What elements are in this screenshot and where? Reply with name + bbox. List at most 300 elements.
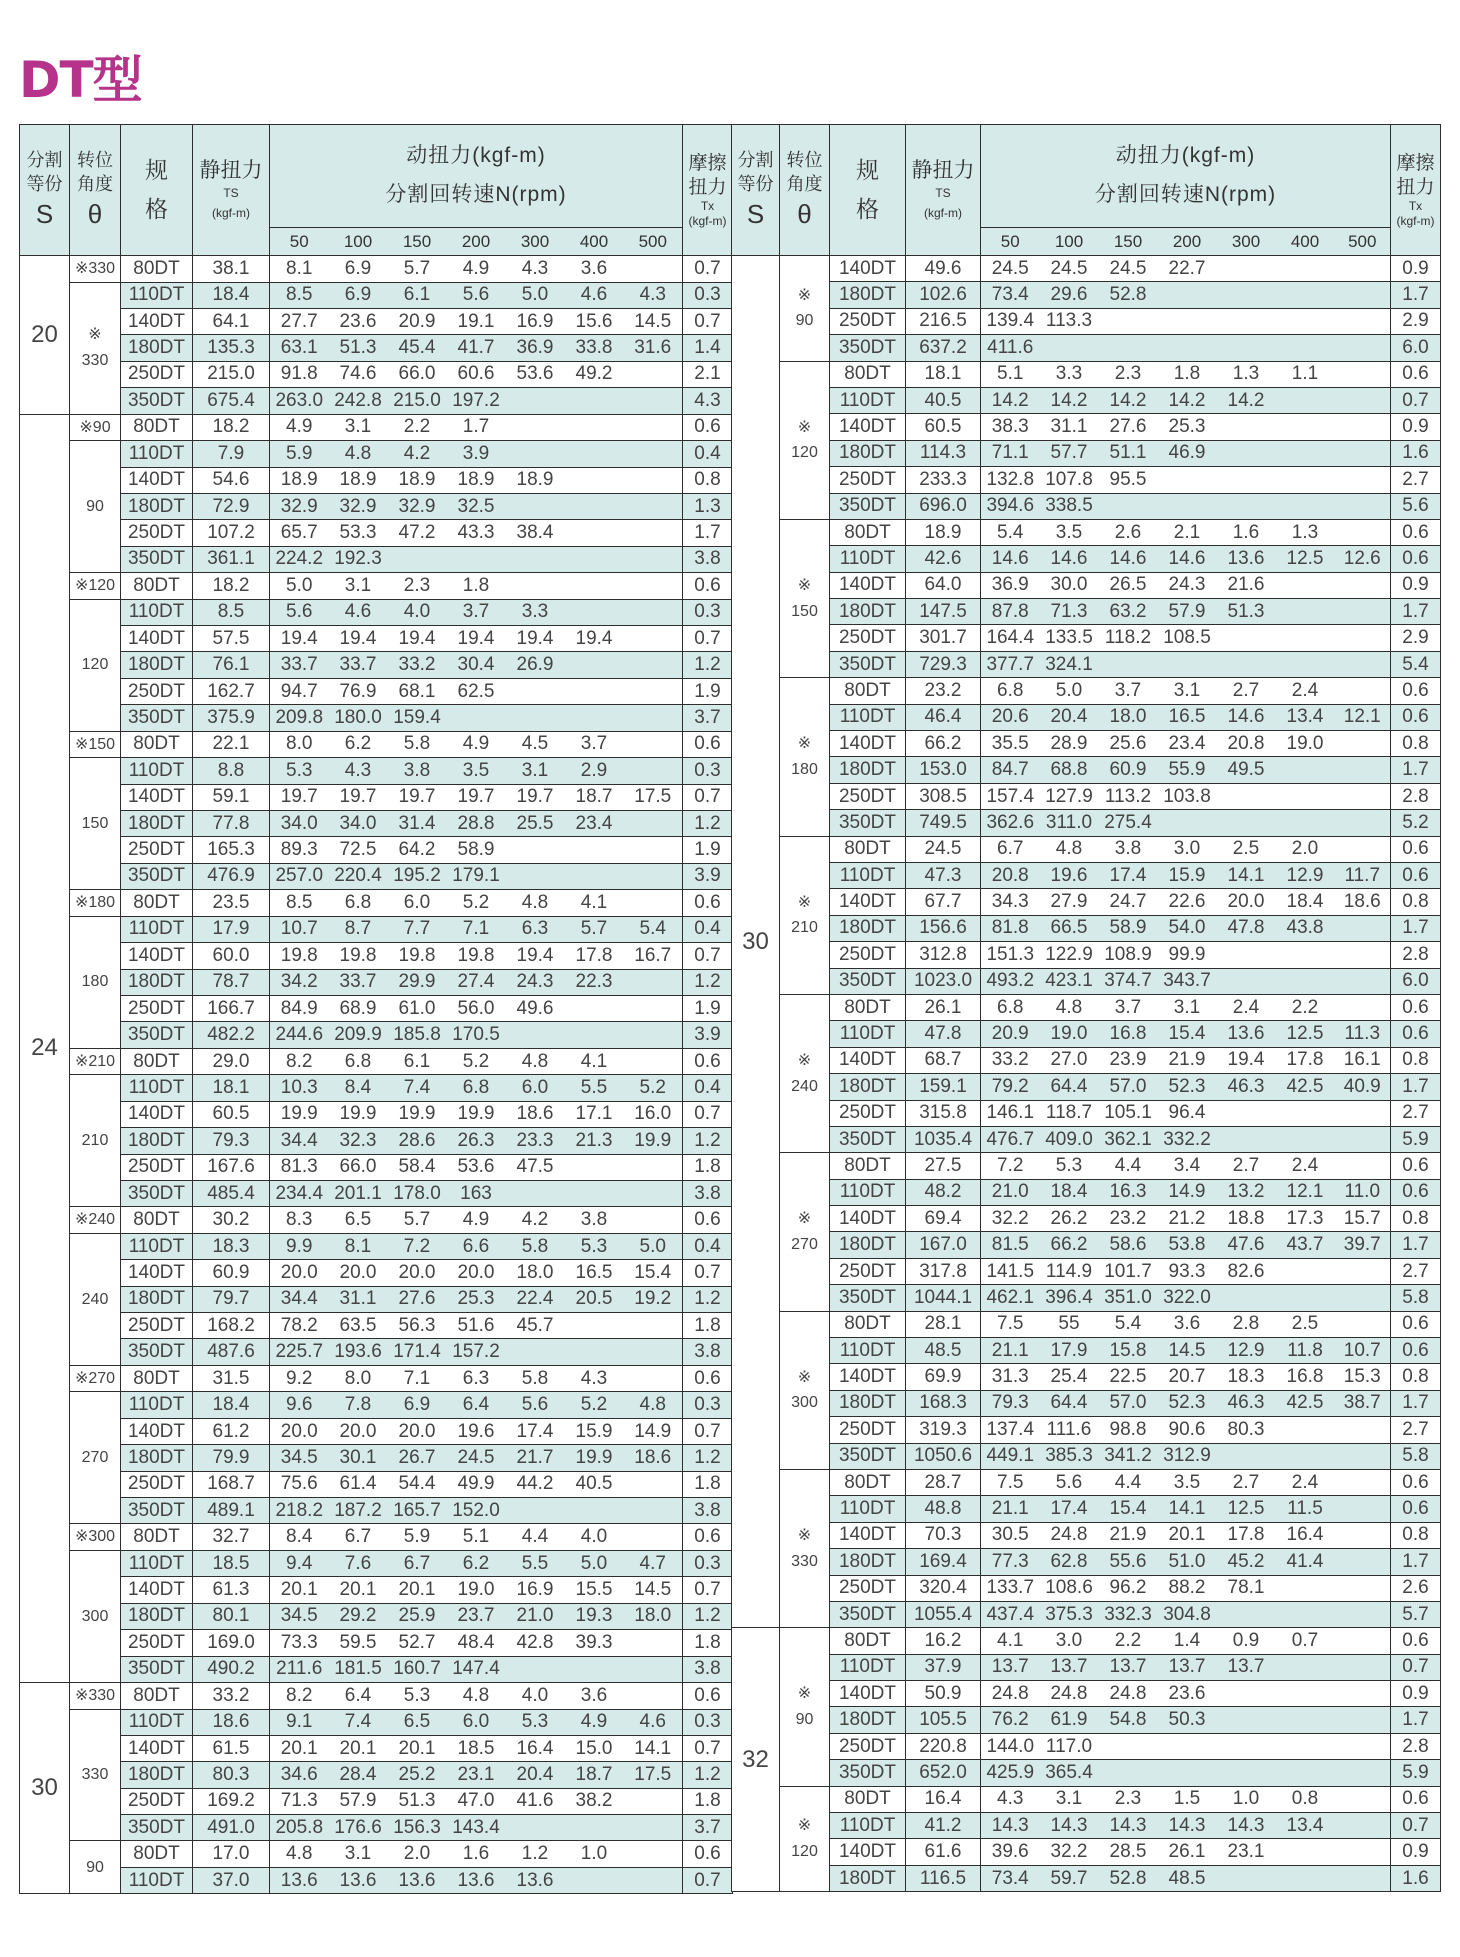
dynamic-torque-cell: 24.3 xyxy=(1158,572,1217,598)
dynamic-torque-cell xyxy=(1335,335,1391,361)
dynamic-torque-cell: 4.8 xyxy=(506,1048,565,1075)
dynamic-torque-cell: 23.3 xyxy=(506,1128,565,1154)
friction-torque-cell: 2.8 xyxy=(1391,942,1441,968)
dynamic-torque-cell: 4.9 xyxy=(565,1709,624,1735)
dynamic-torque-cell: 29.9 xyxy=(388,969,447,995)
dynamic-torque-cell: 62.8 xyxy=(1040,1549,1099,1575)
dynamic-torque-cell: 54.4 xyxy=(388,1471,447,1497)
dynamic-torque-cell: 311.0 xyxy=(1040,810,1099,836)
index-angle-line: 270 xyxy=(791,1235,818,1253)
dynamic-torque-cell xyxy=(506,573,565,600)
dynamic-torque-cell xyxy=(506,441,565,467)
dynamic-torque-cell xyxy=(1335,678,1391,704)
dynamic-torque-cell: 2.4 xyxy=(1217,994,1276,1020)
dynamic-torque-cell xyxy=(1276,1707,1335,1733)
dynamic-torque-cell: 4.2 xyxy=(506,1207,565,1234)
spec-cell: 250DT xyxy=(830,1258,906,1284)
static-torque-cell: 48.5 xyxy=(906,1338,981,1364)
index-angle-cell xyxy=(780,1628,830,1786)
dynamic-torque-cell: 7.7 xyxy=(388,916,447,942)
dynamic-torque-cell: 2.8 xyxy=(1217,1311,1276,1337)
spec-cell: 140DT xyxy=(830,1522,906,1548)
dynamic-torque-cell: 209.8 xyxy=(270,705,329,731)
dynamic-torque-cell xyxy=(565,863,624,889)
static-torque-cell: 167.6 xyxy=(193,1154,270,1180)
spec-cell: 180DT xyxy=(121,1445,193,1471)
dynamic-torque-cell: 8.0 xyxy=(270,731,329,758)
spec-cell: 110DT xyxy=(121,1233,193,1259)
dynamic-torque-cell: 144.0 xyxy=(981,1733,1040,1759)
friction-torque-cell: 6.0 xyxy=(1391,968,1441,994)
spec-cell: 110DT xyxy=(121,1709,193,1735)
dynamic-torque-cell xyxy=(624,837,683,863)
dynamic-torque-cell: 49.5 xyxy=(1217,757,1276,783)
dynamic-torque-cell: 49.2 xyxy=(565,361,624,387)
dynamic-torque-cell xyxy=(1276,810,1335,836)
dynamic-torque-cell: 34.5 xyxy=(270,1445,329,1471)
friction-torque-cell: 1.6 xyxy=(1391,440,1441,466)
static-torque-cell: 46.4 xyxy=(906,704,981,730)
dynamic-torque-cell: 5.6 xyxy=(506,1392,565,1418)
dynamic-torque-cell xyxy=(624,969,683,995)
static-torque-cell: 28.7 xyxy=(906,1469,981,1495)
dynamic-torque-cell: 4.1 xyxy=(565,1048,624,1075)
dynamic-torque-cell xyxy=(1217,1601,1276,1627)
friction-torque-cell: 0.9 xyxy=(1391,256,1441,282)
dynamic-torque-cell: 4.8 xyxy=(624,1392,683,1418)
dynamic-torque-cell: 4.8 xyxy=(1040,994,1099,1020)
dynamic-torque-cell: 11.8 xyxy=(1276,1338,1335,1364)
dynamic-torque-cell: 33.7 xyxy=(329,969,388,995)
dynamic-torque-cell: 6.8 xyxy=(329,890,388,917)
header-rpm-50: 50 xyxy=(981,228,1040,256)
static-torque-cell: 312.8 xyxy=(906,942,981,968)
table-row xyxy=(20,282,733,308)
static-torque-cell: 41.2 xyxy=(906,1813,981,1839)
dynamic-torque-cell: 20.0 xyxy=(329,1260,388,1286)
header-rpm-200: 200 xyxy=(1158,228,1217,256)
index-angle-cell: 270 xyxy=(70,1392,121,1524)
dynamic-torque-cell: 1.6 xyxy=(447,1841,506,1867)
dynamic-torque-cell: 324.1 xyxy=(1040,651,1099,677)
static-torque-cell: 696.0 xyxy=(906,493,981,519)
dynamic-torque-cell xyxy=(1217,1865,1276,1891)
index-angle-line: ※ xyxy=(797,1210,812,1228)
static-torque-cell: 69.4 xyxy=(906,1206,981,1232)
dynamic-torque-cell xyxy=(624,995,683,1021)
static-torque-cell: 60.0 xyxy=(193,943,270,969)
dynamic-torque-cell: 53.3 xyxy=(329,520,388,546)
static-torque-cell: 485.4 xyxy=(193,1180,270,1206)
spec-cell: 350DT xyxy=(121,705,193,731)
dynamic-torque-cell: 34.3 xyxy=(981,889,1040,915)
table-row xyxy=(20,335,733,361)
spec-cell: 250DT xyxy=(121,1313,193,1339)
table-row xyxy=(20,1762,733,1788)
dynamic-torque-cell: 61.0 xyxy=(388,995,447,1021)
table-row xyxy=(20,1339,733,1365)
dynamic-torque-cell: 81.5 xyxy=(981,1232,1040,1258)
table-row xyxy=(20,441,733,467)
dynamic-torque-cell: 53.6 xyxy=(506,361,565,387)
dynamic-torque-cell: 20.0 xyxy=(447,1260,506,1286)
dynamic-torque-cell: 14.6 xyxy=(1040,546,1099,572)
header-rpm-100: 100 xyxy=(1040,228,1099,256)
dynamic-torque-cell xyxy=(506,1339,565,1365)
dynamic-torque-cell: 76.2 xyxy=(981,1707,1040,1733)
static-torque-cell: 17.0 xyxy=(193,1841,270,1867)
dynamic-torque-cell: 24.5 xyxy=(981,256,1040,282)
friction-torque-cell: 0.6 xyxy=(683,1682,733,1709)
spec-cell: 140DT xyxy=(121,308,193,334)
friction-torque-cell: 5.8 xyxy=(1391,1285,1441,1311)
dynamic-torque-cell xyxy=(1217,467,1276,493)
dynamic-torque-cell: 19.8 xyxy=(388,943,447,969)
spec-cell: 350DT xyxy=(121,546,193,572)
spec-cell: 140DT xyxy=(121,1101,193,1127)
table-row xyxy=(732,546,1441,572)
spec-cell: 80DT xyxy=(121,1841,193,1867)
division-count-cell: 20 xyxy=(20,256,70,415)
dynamic-torque-cell: 22.7 xyxy=(1158,256,1217,282)
spec-cell: 110DT xyxy=(121,1550,193,1576)
static-torque-cell: 216.5 xyxy=(906,308,981,334)
table-row xyxy=(732,1311,1441,1337)
dynamic-torque-cell: 42.5 xyxy=(1276,1074,1335,1100)
dynamic-torque-cell: 14.2 xyxy=(1158,387,1217,413)
dynamic-torque-cell: 45.7 xyxy=(506,1313,565,1339)
friction-torque-cell: 0.6 xyxy=(1391,1179,1441,1205)
dynamic-torque-cell xyxy=(1335,1865,1391,1891)
dynamic-torque-cell: 81.3 xyxy=(270,1154,329,1180)
header-static-torque xyxy=(193,125,270,256)
dynamic-torque-cell xyxy=(1335,387,1391,413)
dynamic-torque-cell: 5.2 xyxy=(447,890,506,917)
dynamic-torque-cell: 4.3 xyxy=(981,1786,1040,1812)
spec-cell: 250DT xyxy=(830,942,906,968)
friction-torque-cell: 0.9 xyxy=(1391,414,1441,440)
dynamic-torque-cell: 5.3 xyxy=(1040,1153,1099,1179)
header-rpm-300: 300 xyxy=(1217,228,1276,256)
dynamic-torque-cell: 195.2 xyxy=(388,863,447,889)
dynamic-torque-cell: 7.6 xyxy=(329,1550,388,1576)
spec-cell: 140DT xyxy=(830,1681,906,1707)
dynamic-torque-cell: 3.1 xyxy=(1158,678,1217,704)
friction-torque-cell: 0.7 xyxy=(683,1577,733,1603)
table-row xyxy=(732,1153,1441,1179)
friction-torque-cell: 0.3 xyxy=(683,758,733,784)
dynamic-torque-cell xyxy=(1217,968,1276,994)
dynamic-torque-cell: 2.3 xyxy=(1099,361,1158,387)
friction-torque-cell: 1.2 xyxy=(683,969,733,995)
spec-cell: 350DT xyxy=(121,863,193,889)
dynamic-torque-cell: 2.3 xyxy=(388,573,447,600)
table-row xyxy=(20,995,733,1021)
header-dynamic-label: 动扭力(kgf-m) xyxy=(1115,144,1256,168)
dynamic-torque-cell: 13.6 xyxy=(270,1867,329,1893)
index-angle-line: ※ xyxy=(88,326,102,344)
dynamic-torque-cell: 113.2 xyxy=(1099,783,1158,809)
table-row xyxy=(20,1048,733,1075)
dynamic-torque-cell: 3.8 xyxy=(565,1207,624,1234)
header-s-symbol: S xyxy=(35,198,54,229)
dynamic-torque-cell: 141.5 xyxy=(981,1258,1040,1284)
dynamic-torque-cell: 33.8 xyxy=(565,335,624,361)
dynamic-torque-cell: 57.0 xyxy=(1099,1390,1158,1416)
dynamic-torque-cell: 1.8 xyxy=(1158,361,1217,387)
static-torque-cell: 18.1 xyxy=(193,1075,270,1101)
dynamic-torque-cell: 12.9 xyxy=(1217,1338,1276,1364)
dynamic-torque-cell xyxy=(1158,282,1217,308)
dynamic-torque-cell: 5.6 xyxy=(447,282,506,308)
dynamic-torque-cell xyxy=(624,599,683,625)
dynamic-torque-cell: 23.1 xyxy=(1217,1839,1276,1865)
dynamic-torque-cell: 14.3 xyxy=(1158,1813,1217,1839)
spec-cell: 140DT xyxy=(830,731,906,757)
table-row xyxy=(20,1735,733,1761)
dynamic-torque-cell: 4.0 xyxy=(565,1524,624,1551)
friction-torque-cell: 0.9 xyxy=(1391,572,1441,598)
dynamic-torque-cell: 17.8 xyxy=(1217,1522,1276,1548)
header-theta-symbol: θ xyxy=(87,198,103,229)
index-angle-cell: 120 xyxy=(70,599,121,731)
dynamic-torque-cell xyxy=(506,863,565,889)
spec-cell: 180DT xyxy=(830,599,906,625)
dynamic-torque-cell xyxy=(1040,335,1099,361)
static-torque-cell: 105.5 xyxy=(906,1707,981,1733)
dynamic-torque-cell: 263.0 xyxy=(270,388,329,414)
dynamic-torque-cell: 275.4 xyxy=(1099,810,1158,836)
spec-cell: 140DT xyxy=(830,889,906,915)
dynamic-torque-cell: 15.7 xyxy=(1335,1206,1391,1232)
dynamic-torque-cell xyxy=(1276,1733,1335,1759)
dynamic-torque-cell: 396.4 xyxy=(1040,1285,1099,1311)
dynamic-torque-cell: 16.5 xyxy=(1158,704,1217,730)
dynamic-torque-cell xyxy=(624,705,683,731)
index-angle-line: 90 xyxy=(795,1710,814,1728)
spec-cell: 140DT xyxy=(121,1735,193,1761)
dynamic-torque-cell: 20.1 xyxy=(270,1577,329,1603)
dynamic-torque-cell: 5.3 xyxy=(565,1233,624,1259)
table-row xyxy=(20,758,733,784)
dynamic-torque-cell xyxy=(1276,783,1335,809)
dynamic-torque-cell: 32.9 xyxy=(270,493,329,519)
dynamic-torque-cell: 20.1 xyxy=(329,1735,388,1761)
dynamic-torque-cell: 8.3 xyxy=(270,1207,329,1234)
dynamic-torque-cell: 12.9 xyxy=(1276,862,1335,888)
dynamic-torque-cell xyxy=(1335,361,1391,387)
spec-cell: 80DT xyxy=(121,1524,193,1551)
dynamic-torque-cell: 105.1 xyxy=(1099,1100,1158,1126)
dynamic-torque-cell: 2.9 xyxy=(565,758,624,784)
dynamic-torque-cell: 35.5 xyxy=(981,731,1040,757)
dynamic-torque-cell: 88.2 xyxy=(1158,1575,1217,1601)
spec-cell: 80DT xyxy=(830,1469,906,1495)
dynamic-torque-cell: 51.0 xyxy=(1158,1549,1217,1575)
dynamic-torque-cell: 6.4 xyxy=(447,1392,506,1418)
dynamic-torque-cell: 2.7 xyxy=(1217,1469,1276,1495)
dynamic-torque-cell: 79.3 xyxy=(981,1390,1040,1416)
dynamic-torque-cell xyxy=(1276,968,1335,994)
dynamic-torque-cell: 12.5 xyxy=(1217,1496,1276,1522)
dynamic-torque-cell: 16.5 xyxy=(565,1260,624,1286)
dynamic-torque-cell: 192.3 xyxy=(329,546,388,572)
spec-cell: 140DT xyxy=(121,943,193,969)
dynamic-torque-cell: 21.6 xyxy=(1217,572,1276,598)
spec-cell: 80DT xyxy=(121,573,193,600)
static-torque-cell: 33.2 xyxy=(193,1682,270,1709)
spec-cell: 80DT xyxy=(830,678,906,704)
dynamic-torque-cell: 16.1 xyxy=(1335,1047,1391,1073)
dynamic-torque-cell: 14.2 xyxy=(981,387,1040,413)
dynamic-torque-cell: 52.8 xyxy=(1099,1865,1158,1891)
dynamic-torque-cell xyxy=(1158,810,1217,836)
dynamic-torque-cell: 152.0 xyxy=(447,1497,506,1523)
dynamic-torque-cell: 493.2 xyxy=(981,968,1040,994)
dynamic-torque-cell: 99.9 xyxy=(1158,942,1217,968)
static-torque-cell: 8.8 xyxy=(193,758,270,784)
dynamic-torque-cell xyxy=(1276,1126,1335,1152)
header-theta-line1: 转位 xyxy=(786,150,823,171)
dynamic-torque-cell xyxy=(1335,968,1391,994)
dynamic-torque-cell: 8.1 xyxy=(270,256,329,283)
dynamic-torque-cell: 5.8 xyxy=(388,731,447,758)
dynamic-torque-cell: 43.8 xyxy=(1276,915,1335,941)
friction-torque-cell: 2.8 xyxy=(1391,783,1441,809)
dynamic-torque-cell: 0.8 xyxy=(1276,1786,1335,1812)
dynamic-torque-cell: 57.9 xyxy=(329,1788,388,1814)
index-angle-cell: ※330 xyxy=(70,256,121,283)
dynamic-torque-cell xyxy=(565,1815,624,1841)
dynamic-torque-cell: 64.4 xyxy=(1040,1074,1099,1100)
dynamic-torque-cell: 0.9 xyxy=(1217,1628,1276,1654)
spec-cell: 250DT xyxy=(121,995,193,1021)
dynamic-torque-cell xyxy=(1158,493,1217,519)
dynamic-torque-cell: 3.1 xyxy=(1158,994,1217,1020)
static-torque-cell: 72.9 xyxy=(193,493,270,519)
table-row xyxy=(20,1550,733,1576)
dynamic-torque-cell: 24.5 xyxy=(447,1445,506,1471)
dynamic-torque-cell xyxy=(1158,467,1217,493)
dynamic-torque-cell: 43.3 xyxy=(447,520,506,546)
dynamic-torque-cell xyxy=(624,1022,683,1048)
dynamic-torque-cell: 4.5 xyxy=(506,731,565,758)
spec-cell: 180DT xyxy=(121,1762,193,1788)
dynamic-torque-cell: 21.1 xyxy=(981,1496,1040,1522)
dynamic-torque-cell: 13.4 xyxy=(1276,1813,1335,1839)
dynamic-torque-cell xyxy=(565,1154,624,1180)
table-row xyxy=(732,572,1441,598)
table-row xyxy=(20,784,733,810)
table-row xyxy=(20,890,733,917)
friction-torque-cell: 1.7 xyxy=(1391,599,1441,625)
header-dynamic-label: 动扭力(kgf-m) xyxy=(406,144,546,168)
spec-cell: 250DT xyxy=(121,1154,193,1180)
dynamic-torque-cell: 225.7 xyxy=(270,1339,329,1365)
dynamic-torque-cell xyxy=(506,837,565,863)
dynamic-torque-cell xyxy=(565,388,624,414)
dynamic-torque-cell: 82.6 xyxy=(1217,1258,1276,1284)
dynamic-torque-cell: 25.9 xyxy=(388,1603,447,1629)
dynamic-torque-cell: 1.7 xyxy=(447,414,506,441)
friction-torque-cell: 0.7 xyxy=(683,1735,733,1761)
dynamic-torque-cell: 20.1 xyxy=(270,1735,329,1761)
dynamic-torque-cell xyxy=(1335,1258,1391,1284)
dynamic-torque-cell: 9.9 xyxy=(270,1233,329,1259)
dynamic-torque-cell: 19.4 xyxy=(1217,1047,1276,1073)
dynamic-torque-cell xyxy=(624,256,683,283)
friction-torque-cell: 0.6 xyxy=(1391,1469,1441,1495)
table-row xyxy=(732,1338,1441,1364)
table-row xyxy=(732,440,1441,466)
dynamic-torque-cell xyxy=(1335,625,1391,651)
spec-cell: 110DT xyxy=(121,282,193,308)
dynamic-torque-cell xyxy=(624,573,683,600)
dynamic-torque-cell: 14.3 xyxy=(981,1813,1040,1839)
spec-cell: 250DT xyxy=(121,1788,193,1814)
dynamic-torque-cell: 19.4 xyxy=(506,626,565,652)
header-static-label: 静扭力 xyxy=(911,159,975,183)
table-row xyxy=(20,308,733,334)
dynamic-torque-cell: 36.9 xyxy=(506,335,565,361)
friction-torque-cell: 1.8 xyxy=(683,1313,733,1339)
dynamic-torque-cell: 18.9 xyxy=(329,467,388,493)
dynamic-torque-cell xyxy=(624,1656,683,1682)
dynamic-torque-cell xyxy=(1217,942,1276,968)
spec-cell: 80DT xyxy=(121,1682,193,1709)
dynamic-torque-cell xyxy=(624,388,683,414)
friction-torque-cell: 1.8 xyxy=(683,1154,733,1180)
dynamic-torque-cell: 23.1 xyxy=(447,1762,506,1788)
dynamic-torque-cell: 15.6 xyxy=(565,308,624,334)
dynamic-torque-cell: 2.4 xyxy=(1276,678,1335,704)
dynamic-torque-cell xyxy=(1158,651,1217,677)
dynamic-torque-cell xyxy=(624,626,683,652)
friction-torque-cell: 5.8 xyxy=(1391,1443,1441,1469)
dynamic-torque-cell: 7.1 xyxy=(388,1365,447,1392)
static-torque-cell: 22.1 xyxy=(193,731,270,758)
dynamic-torque-cell: 52.3 xyxy=(1158,1074,1217,1100)
table-row xyxy=(20,388,733,414)
dynamic-torque-cell: 16.4 xyxy=(506,1735,565,1761)
table-row xyxy=(732,836,1441,862)
dynamic-torque-cell: 12.5 xyxy=(1276,546,1335,572)
dynamic-torque-cell xyxy=(1335,308,1391,334)
dynamic-torque-cell: 24.8 xyxy=(1040,1681,1099,1707)
dynamic-torque-cell: 4.9 xyxy=(447,1207,506,1234)
header-theta-line2: 角度 xyxy=(786,174,823,195)
dynamic-torque-cell xyxy=(1099,1733,1158,1759)
dynamic-torque-cell: 108.9 xyxy=(1099,942,1158,968)
dynamic-torque-cell: 55.9 xyxy=(1158,757,1217,783)
index-angle-cell: 90 xyxy=(70,441,121,573)
dynamic-torque-cell: 2.7 xyxy=(1217,678,1276,704)
dynamic-torque-cell xyxy=(1276,440,1335,466)
header-theta-symbol: θ xyxy=(797,198,812,229)
dynamic-torque-cell xyxy=(1276,1575,1335,1601)
dynamic-torque-cell xyxy=(1335,1839,1391,1865)
dynamic-torque-cell: 4.1 xyxy=(981,1628,1040,1654)
dynamic-torque-cell xyxy=(1276,1100,1335,1126)
static-torque-cell: 18.2 xyxy=(193,573,270,600)
table-row xyxy=(732,1681,1441,1707)
dynamic-torque-cell: 18.6 xyxy=(506,1101,565,1127)
dynamic-torque-cell: 8.5 xyxy=(270,890,329,917)
dynamic-torque-cell: 20.0 xyxy=(388,1260,447,1286)
dynamic-torque-cell: 14.9 xyxy=(1158,1179,1217,1205)
dynamic-torque-cell: 146.1 xyxy=(981,1100,1040,1126)
dynamic-torque-cell: 20.1 xyxy=(1158,1522,1217,1548)
